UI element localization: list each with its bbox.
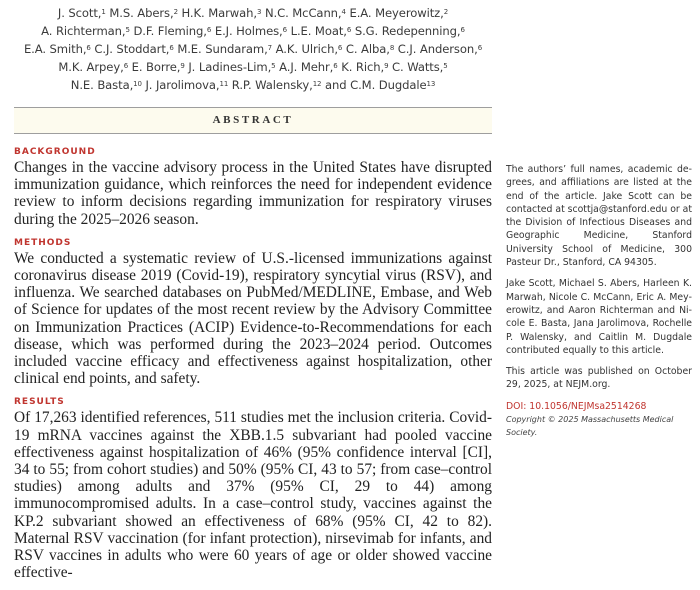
affiliation-marker: 11 xyxy=(219,80,229,88)
author-name: M.S. Abers,$^2$ xyxy=(109,6,178,20)
background-heading: BACKGROUND xyxy=(14,147,96,157)
results-heading: RESULTS xyxy=(14,397,65,408)
author-name: E.A. Meyerowitz,$^2$ xyxy=(349,6,449,20)
publication-note: This article was published on October 29, 2025, at NEJM.org. xyxy=(506,366,692,391)
affiliation-marker: 13 xyxy=(426,80,436,88)
methods-heading: METHODS xyxy=(14,237,72,248)
author-name: S.G. Redepenning,$^6$ xyxy=(354,24,465,38)
author-name: R.P. Walensky,$^{12}$ xyxy=(231,78,322,92)
author-name: H.K. Marwah,$^3$ xyxy=(181,6,262,20)
results-text: Of 17,263 identified references, 511 studies met the inclusion criteria. Covid-19 mRNA vaccines against the XBB.1.5 subvariant had pooled vaccine effectiveness against hospitalization of 46% (95% confidence interval [CI], 34 to 55; from cohort studies) and 50% (95% CI, 43 to 57; from case–control studies) among adults and 37% (95% CI, 29 to 44) among immunocompromised adults. In a case–control study, vaccines against the KP.2 subvariant showed an effectiveness of 68% (95% CI, 42 to 82). Maternal RSV vaccination (for infant protection), nirsevimab for infants, and RSV vaccines in adults who were 60 years of age or older showed vaccine effective- xyxy=(14,409,492,582)
author-name: C.J. Stoddart,$^6$ xyxy=(94,42,174,56)
affiliation-marker: 6 xyxy=(282,26,287,34)
affiliation-marker: 7 xyxy=(267,44,273,52)
abstract-title: ABSTRACT xyxy=(212,114,294,126)
affiliation-marker: 6 xyxy=(169,44,174,52)
author-name: N.C. McCann,$^4$ xyxy=(264,6,346,20)
affiliation-marker: 2 xyxy=(173,8,178,16)
contribution-note: Jake Scott, Michael S. Abers, Harleen K. Marwah, Nicole C. McCann, Eric A. Meyerowitz, and Aaron Richterman and Nicole E. Basta, Jana Jarolimova, Rochelle P. Walensky, and Caitlin M. Dugdale contributed equally to this article. xyxy=(506,278,692,356)
copyright-notice: Copyright © 2025 Massachusetts Medical Society. xyxy=(506,415,674,438)
affiliation-marker: 6 xyxy=(86,44,91,52)
affiliation-marker: 9 xyxy=(384,62,389,70)
author-name: L.E. Moat,$^6$ xyxy=(290,24,352,38)
author-name: J. Jarolimova,$^{11}$ xyxy=(145,78,229,92)
affiliation-marker: 5 xyxy=(125,26,130,34)
author-name: C. Watts,$^5$ xyxy=(392,60,448,74)
article-sidebar xyxy=(506,163,692,440)
methods-section xyxy=(14,237,492,388)
author-name: C.J. Anderson,$^6$ xyxy=(397,42,483,56)
affiliation-marker: 6 xyxy=(346,26,352,34)
author-name: N.E. Basta,$^{10}$ xyxy=(70,78,142,92)
abstract-body xyxy=(14,146,492,590)
author-name: A.K. Ulrich,$^6$ xyxy=(275,42,343,56)
affiliation-marker: 6 xyxy=(477,44,483,52)
author-name: E. Borre,$^9$ xyxy=(131,60,185,74)
affiliation-marker: 2 xyxy=(443,8,449,16)
affiliation-marker: 6 xyxy=(337,44,343,52)
background-text: Changes in the vaccine advisory process in the United States have disrupted immunization guidance, which reinforces the need for independent evidence review to inform decisions regarding immunization for respiratory viruses during the 2025–2026 season. xyxy=(14,159,492,228)
affiliation-marker: 1 xyxy=(101,8,106,16)
affiliation-marker: 6 xyxy=(333,62,338,70)
results-section xyxy=(14,396,492,581)
affiliation-marker: 12 xyxy=(312,80,322,88)
abstract-header xyxy=(14,107,492,134)
affiliation-marker: 4 xyxy=(341,8,346,16)
author-name: C. Alba,$^8$ xyxy=(345,42,395,56)
affiliations-note: The authors’ full names, academic degrees, and affiliations are listed at the end of the article. Jake Scott can be contacted at scottja@stanford.edu or at the Division of Infectious Diseases and Geographic Medicine, Stanford University School of Medicine, 300 Pasteur Dr., Stanford, CA 94305. xyxy=(506,164,693,269)
affiliation-marker: 6 xyxy=(460,26,465,34)
affiliation-marker: 9 xyxy=(180,62,185,70)
author-name: and C.M. Dugdale$^{13}$ xyxy=(325,78,436,92)
doi-link[interactable]: DOI: 10.1056/NEJMsa2514268 xyxy=(506,400,647,412)
methods-text: We conducted a systematic review of U.S.-licensed immunizations against coronavirus disease 2019 (Covid-19), respiratory syncytial virus (RSV), and influenza. We searched databases on PubMed/MEDLINE, Embase, and Web of Science for updates of the most recent review by the Advisory Committee on Immunization Practices (ACIP) Evidence-to-Recommendations for each disease, which was performed during the 2023–2024 period. Outcomes included vaccine efficacy and effectiveness against hospitalization, other clinical end points, and safety. xyxy=(14,249,492,388)
affiliation-marker: 6 xyxy=(123,62,129,70)
author-name: A. Richterman,$^5$ xyxy=(41,24,130,38)
author-name: J. Scott,$^1$ xyxy=(57,6,106,20)
affiliation-marker: 3 xyxy=(256,8,262,16)
author-name: M.K. Arpey,$^6$ xyxy=(58,60,129,74)
author-list xyxy=(14,4,492,94)
author-name: E.A. Smith,$^6$ xyxy=(23,42,91,56)
author-name: D.F. Fleming,$^6$ xyxy=(133,24,212,38)
affiliation-marker: 5 xyxy=(271,62,276,70)
author-name: J. Ladines-Lim,$^5$ xyxy=(188,60,276,74)
author-name: E.J. Holmes,$^6$ xyxy=(214,24,287,38)
affiliation-marker: 8 xyxy=(389,44,395,52)
author-name: A.J. Mehr,$^6$ xyxy=(279,60,338,74)
affiliation-marker: 10 xyxy=(133,80,142,88)
affiliation-marker: 6 xyxy=(206,26,212,34)
author-name: K. Rich,$^9$ xyxy=(341,60,389,74)
affiliation-marker: 5 xyxy=(443,62,448,70)
author-name: M.E. Sundaram,$^7$ xyxy=(177,42,273,56)
background-section xyxy=(14,146,492,228)
